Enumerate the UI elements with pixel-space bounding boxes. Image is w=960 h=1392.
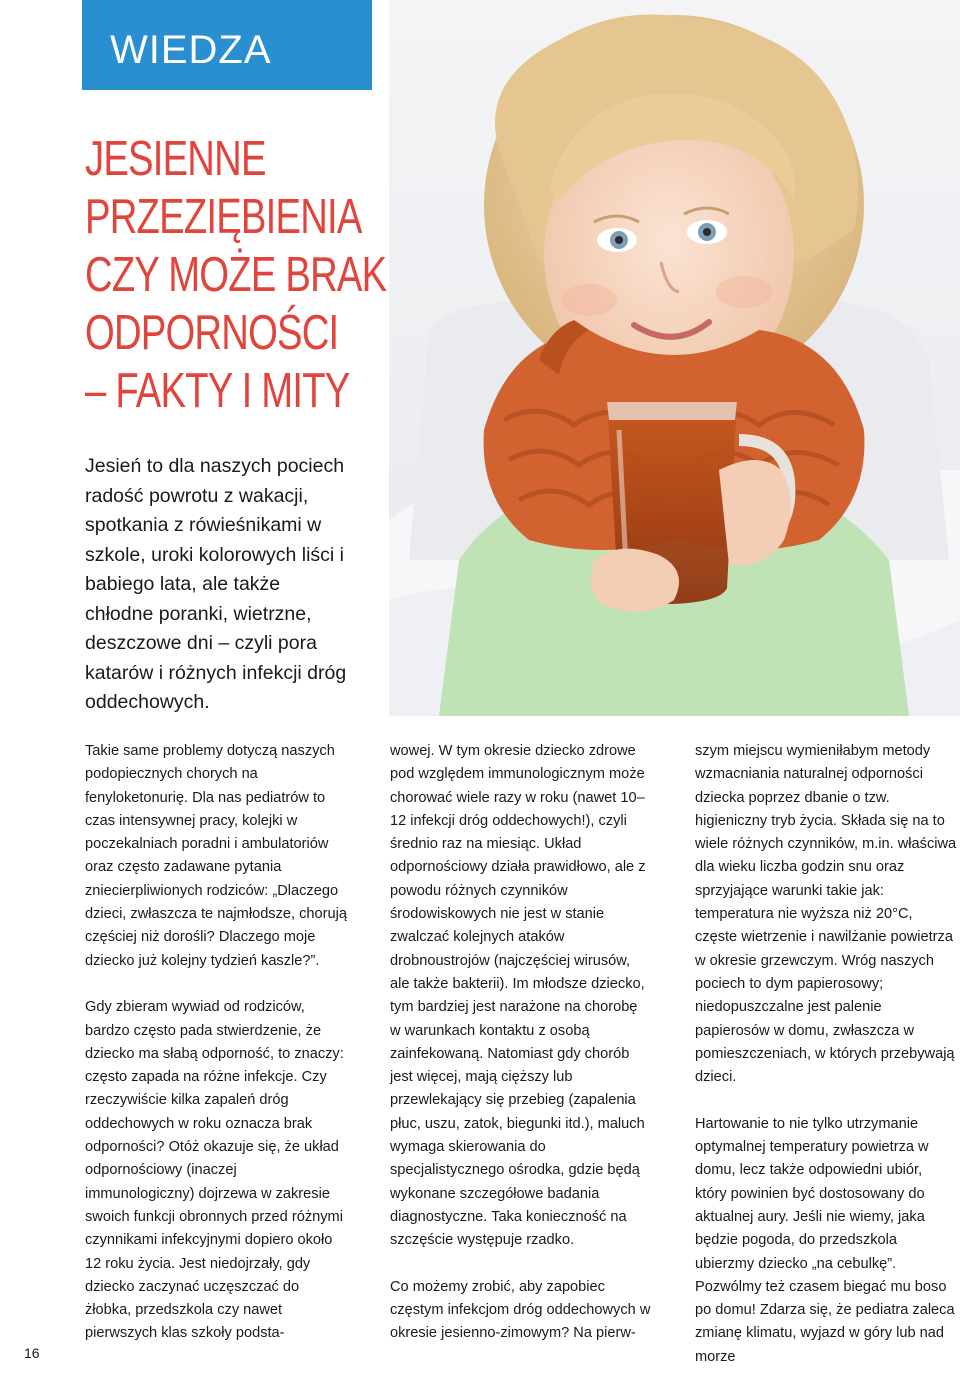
child-with-tea-image: [389, 0, 960, 716]
paragraph: szym miejscu wymieniłabym metody wzmacniania naturalnej odporności dziecka poprzez dbanie o tzw. higieniczny tryb życia. Składa się na to wiele różnych czynników, m.in. właściwa dla wieku liczba godzin snu oraz sprzyjające warunki takie jak: temperatura nie wyższa niż 20°C, częste wietrzenie i nawilżanie powietrza w okresie grzewczym. Wróg naszych pociech to dym papierosowy; niedopuszczalne jest palenie papierosów w domu, zwłaszcza w pomieszczeniach, w których przebywają dzieci.: [695, 743, 957, 1086]
paragraph: Gdy zbieram wywiad od rodziców, bardzo często pada stwierdzenie, że dziecko ma słabą odporność, to znaczy: często zapada na różne infekcje. Czy rzeczywiście kilka zapaleń dróg oddechowych w roku oznacza brak odporności? Otóż okazuje się, że układ odpornościowy (inaczej immunologiczny) dojrzewa w zakresie swoich funkcji obronnych przed różnymi czynnikami infekcyjnymi dopiero około 12 roku życia. Jest niedojrzały, gdy dziecko zaczynać uczęszczać do żłobka, przedszkola czy nawet pierwszych klas szkoły podsta-: [85, 999, 344, 1342]
article-column-1: [85, 740, 349, 1369]
page-number: 16: [24, 1345, 40, 1361]
section-title: WIEDZA: [110, 28, 272, 72]
paragraph: Hartowanie to nie tylko utrzymanie optymalnej temperatury powietrza w domu, lecz także odpowiedni ubiór, który powinien być dostosowany do aktualnej aury. Jeśli nie wiemy, jaka będzie pogoda, do przedszkola ubierzmy dziecko „na cebulkę”. Pozwólmy też czasem biegać mu boso po domu! Zdarza się, że pediatra zaleca zmianę klimatu, wyjazd w góry lub nad morze: [695, 1115, 955, 1365]
article-column-3: [695, 740, 957, 1392]
paragraph: Takie same problemy dotyczą naszych podopiecznych chorych na fenyloketonurię. Dla nas pediatrów to czas intensywnej pracy, kolejki w poczekalniach poradni i ambulatoriów oraz często zadawane pytania zniecierpliwionych rodziców: „Dlaczego dzieci, zwłaszcza te najmłodsze, chorują częściej niż dorośli? Dlaczego moje dziecko już kolejny tydzień kaszle?”.: [85, 743, 347, 969]
headline-line: – FAKTY I MITY: [85, 364, 350, 418]
paragraph: wowej. W tym okresie dziecko zdrowe pod względem immunologicznym może chorować wiele razy w roku (nawet 10–12 infekcji dróg oddechowych!), czyli średnio raz na miesiąc. Układ odpornościowy działa prawidłowo, ale z powodu różnych czynników środowiskowych nie jest w stanie zwalczać kolejnych ataków drobnoustrojów (najczęściej wirusów, ale także bakterii). Im młodsze dziecko, tym bardziej jest narażone na chorobę w warunkach kontaktu z osobą zainfekowaną. Natomiast gdy chorób jest więcej, mają cięższy lub przewlekający się przebieg (zapalenia płuc, uszu, zatok, biegunki itd.), maluch wymaga skierowania do specjalistycznego ośrodka, gdzie będą wykonane szczegółowe badania diagnostyczne. Taka konieczność na szczęście występuje rzadko.: [390, 743, 646, 1249]
article-column-2: [390, 740, 652, 1369]
article-photo: [389, 0, 960, 716]
headline-line: CZY MOŻE BRAK: [85, 248, 387, 302]
headline-line: PRZEZIĘBIENIA: [85, 190, 362, 244]
headline-line: JESIENNE: [85, 132, 266, 186]
article-lead: Jesień to dla naszych pociech radość powrotu z wakacji, spotkania z rówieśnikami w szkole, uroki kolorowych liści i babiego lata, ale także chłodne poranki, wietrzne, deszczowe dni – czyli pora katarów i różnych infekcji dróg oddechowych.: [85, 455, 347, 713]
headline-line: ODPORNOŚCI: [85, 306, 339, 360]
paragraph: Co możemy zrobić, aby zapobiec częstym infekcjom dróg oddechowych w okresie jesienno-zimowym? Na pierw-: [390, 1278, 651, 1342]
article-headline: [85, 130, 387, 420]
